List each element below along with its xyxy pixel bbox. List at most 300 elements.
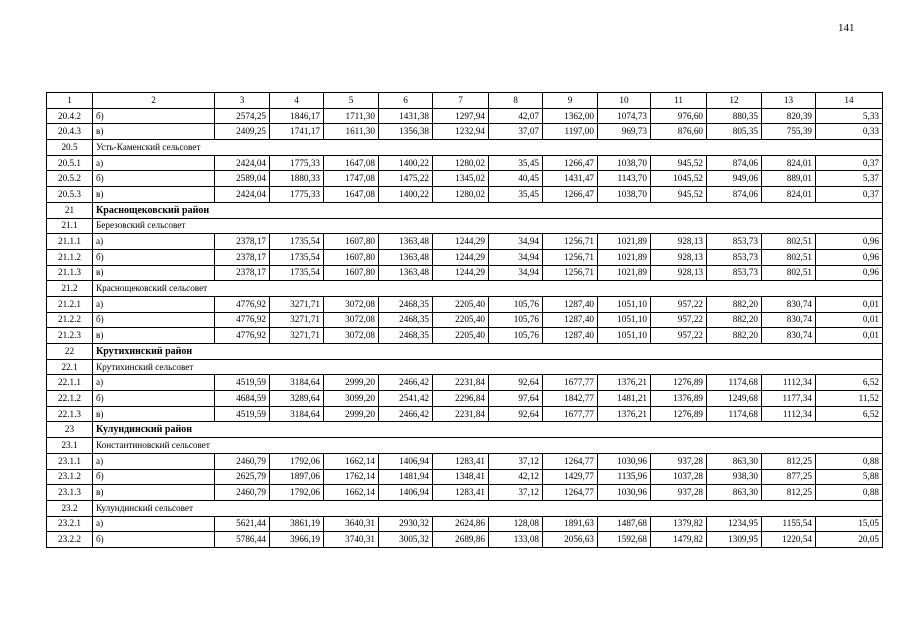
table-cell: 37,07 <box>489 124 543 140</box>
table-cell: 4684,59 <box>215 391 270 407</box>
table-cell: 1880,33 <box>270 171 324 187</box>
table-row <box>47 187 883 203</box>
table-cell: 2056,63 <box>543 532 598 548</box>
table-cell: 853,73 <box>707 234 762 250</box>
table-cell: 1481,94 <box>379 469 433 485</box>
table-cell: 882,20 <box>707 312 762 328</box>
table-cell: 1287,40 <box>543 328 598 344</box>
table-cell: 4776,92 <box>215 312 270 328</box>
table-cell: 2999,20 <box>324 375 379 391</box>
table-cell: 812,25 <box>762 453 816 469</box>
table-cell: 889,01 <box>762 171 816 187</box>
table-cell: 1174,68 <box>707 375 762 391</box>
table-cell: 938,30 <box>707 469 762 485</box>
row-item: б) <box>93 532 215 548</box>
table-cell: 34,94 <box>489 249 543 265</box>
table-cell: 3966,19 <box>270 532 324 548</box>
table-cell: 2296,84 <box>433 391 489 407</box>
table-cell: 1607,80 <box>324 265 379 281</box>
section-row <box>47 438 883 454</box>
table-cell: 824,01 <box>762 187 816 203</box>
table-cell: 874,06 <box>707 187 762 203</box>
district-row <box>47 202 883 218</box>
table-cell: 1287,40 <box>543 296 598 312</box>
district-name: Кулундинский район <box>93 422 883 438</box>
table-cell: 928,13 <box>651 249 707 265</box>
table-cell: 824,01 <box>762 155 816 171</box>
table-cell: 2999,20 <box>324 406 379 422</box>
table-cell: 812,25 <box>762 485 816 501</box>
column-header: 5 <box>324 93 379 109</box>
table-cell: 1051,10 <box>598 328 651 344</box>
table-cell: 2468,35 <box>379 296 433 312</box>
table-cell: 2589,04 <box>215 171 270 187</box>
table-cell: 755,39 <box>762 124 816 140</box>
row-item: а) <box>93 375 215 391</box>
table-cell: 1406,94 <box>379 453 433 469</box>
row-code: 20.4.3 <box>47 124 93 140</box>
table-cell: 1735,54 <box>270 234 324 250</box>
row-item: а) <box>93 234 215 250</box>
table-cell: 1846,17 <box>270 108 324 124</box>
table-cell: 133,08 <box>489 532 543 548</box>
table-cell: 37,12 <box>489 453 543 469</box>
table-cell: 1431,38 <box>379 108 433 124</box>
table-cell: 876,60 <box>651 124 707 140</box>
table-cell: 1406,94 <box>379 485 433 501</box>
table-cell: 945,52 <box>651 187 707 203</box>
table-cell: 5,37 <box>816 171 883 187</box>
table-cell: 97,64 <box>489 391 543 407</box>
table-cell: 1363,48 <box>379 265 433 281</box>
row-item: в) <box>93 124 215 140</box>
section-name: Усть-Каменский сельсовет <box>93 140 883 156</box>
column-header: 2 <box>93 93 215 109</box>
table-cell: 2424,04 <box>215 155 270 171</box>
row-item: в) <box>93 187 215 203</box>
table-cell: 1177,34 <box>762 391 816 407</box>
table-cell: 0,37 <box>816 155 883 171</box>
table-cell: 0,96 <box>816 249 883 265</box>
table-cell: 1775,33 <box>270 155 324 171</box>
table-cell: 3184,64 <box>270 375 324 391</box>
table-cell: 1747,08 <box>324 171 379 187</box>
table-cell: 2231,84 <box>433 406 489 422</box>
table-cell: 1348,41 <box>433 469 489 485</box>
table-cell: 105,76 <box>489 328 543 344</box>
table-cell: 15,05 <box>816 516 883 532</box>
row-code: 20.5 <box>47 140 93 156</box>
table-cell: 42,12 <box>489 469 543 485</box>
table-cell: 1647,08 <box>324 155 379 171</box>
row-item: б) <box>93 391 215 407</box>
table-cell: 1711,30 <box>324 108 379 124</box>
row-code: 22 <box>47 344 93 360</box>
table-cell: 969,73 <box>598 124 651 140</box>
table-cell: 882,20 <box>707 296 762 312</box>
table-cell: 1647,08 <box>324 187 379 203</box>
column-header: 7 <box>433 93 489 109</box>
table-cell: 0,88 <box>816 453 883 469</box>
table-cell: 0,88 <box>816 485 883 501</box>
table-cell: 1234,95 <box>707 516 762 532</box>
table-cell: 1481,21 <box>598 391 651 407</box>
table-cell: 92,64 <box>489 375 543 391</box>
row-code: 23.1.3 <box>47 485 93 501</box>
row-item: в) <box>93 485 215 501</box>
table-cell: 3271,71 <box>270 312 324 328</box>
table-cell: 1276,89 <box>651 375 707 391</box>
table-cell: 1280,02 <box>433 187 489 203</box>
table-cell: 0,96 <box>816 265 883 281</box>
table-cell: 34,94 <box>489 234 543 250</box>
section-name: Краснощековский сельсовет <box>93 281 883 297</box>
section-row <box>47 140 883 156</box>
row-code: 21 <box>47 202 93 218</box>
table-cell: 1021,89 <box>598 265 651 281</box>
row-code: 22.1.3 <box>47 406 93 422</box>
table-cell: 2574,25 <box>215 108 270 124</box>
table-cell: 802,51 <box>762 265 816 281</box>
row-item: а) <box>93 155 215 171</box>
table-cell: 2625,79 <box>215 469 270 485</box>
table-cell: 1775,33 <box>270 187 324 203</box>
table-cell: 6,52 <box>816 406 883 422</box>
table-cell: 1143,70 <box>598 171 651 187</box>
table-cell: 40,45 <box>489 171 543 187</box>
table-cell: 874,06 <box>707 155 762 171</box>
row-code: 21.1.3 <box>47 265 93 281</box>
table-cell: 2460,79 <box>215 485 270 501</box>
table-cell: 5621,44 <box>215 516 270 532</box>
table-cell: 105,76 <box>489 296 543 312</box>
table-cell: 0,01 <box>816 312 883 328</box>
section-row <box>47 500 883 516</box>
table-cell: 830,74 <box>762 328 816 344</box>
district-row <box>47 422 883 438</box>
table-cell: 1244,29 <box>433 249 489 265</box>
row-code: 20.5.3 <box>47 187 93 203</box>
table-cell: 1287,40 <box>543 312 598 328</box>
table-cell: 1611,30 <box>324 124 379 140</box>
column-header: 13 <box>762 93 816 109</box>
table-row <box>47 375 883 391</box>
row-code: 21.1 <box>47 218 93 234</box>
table-cell: 2624,86 <box>433 516 489 532</box>
table-row <box>47 171 883 187</box>
section-row <box>47 218 883 234</box>
table-cell: 1897,06 <box>270 469 324 485</box>
table-cell: 0,37 <box>816 187 883 203</box>
table-cell: 3072,08 <box>324 296 379 312</box>
table-cell: 1792,06 <box>270 453 324 469</box>
table-cell: 1074,73 <box>598 108 651 124</box>
table-cell: 1266,47 <box>543 155 598 171</box>
table-cell: 2930,32 <box>379 516 433 532</box>
table-cell: 1112,34 <box>762 406 816 422</box>
table-cell: 4519,59 <box>215 406 270 422</box>
header-row <box>47 93 883 109</box>
table-cell: 42,07 <box>489 108 543 124</box>
row-code: 21.2.1 <box>47 296 93 312</box>
table-row <box>47 406 883 422</box>
table-cell: 1197,00 <box>543 124 598 140</box>
table-cell: 4776,92 <box>215 296 270 312</box>
table-row <box>47 328 883 344</box>
row-item: а) <box>93 516 215 532</box>
table-cell: 3271,71 <box>270 296 324 312</box>
table-cell: 853,73 <box>707 249 762 265</box>
row-code: 23.2 <box>47 500 93 516</box>
table-cell: 1256,71 <box>543 249 598 265</box>
table-cell: 1792,06 <box>270 485 324 501</box>
table-cell: 1607,80 <box>324 234 379 250</box>
table-cell: 2466,42 <box>379 406 433 422</box>
column-header: 3 <box>215 93 270 109</box>
table-cell: 1155,54 <box>762 516 816 532</box>
table-cell: 3184,64 <box>270 406 324 422</box>
section-name: Константиновский сельсовет <box>93 438 883 454</box>
table-cell: 928,13 <box>651 265 707 281</box>
table-cell: 1363,48 <box>379 234 433 250</box>
table-cell: 1607,80 <box>324 249 379 265</box>
column-header: 9 <box>543 93 598 109</box>
row-item: б) <box>93 312 215 328</box>
column-header: 12 <box>707 93 762 109</box>
table-cell: 1280,02 <box>433 155 489 171</box>
row-item: в) <box>93 265 215 281</box>
row-item: в) <box>93 328 215 344</box>
table-cell: 1429,77 <box>543 469 598 485</box>
column-header: 8 <box>489 93 543 109</box>
table-cell: 4519,59 <box>215 375 270 391</box>
table-cell: 1475,22 <box>379 171 433 187</box>
table-cell: 1283,41 <box>433 485 489 501</box>
table-cell: 2424,04 <box>215 187 270 203</box>
table-cell: 1592,68 <box>598 532 651 548</box>
row-item: б) <box>93 108 215 124</box>
table-cell: 1376,21 <box>598 406 651 422</box>
table-cell: 1891,63 <box>543 516 598 532</box>
row-item: б) <box>93 469 215 485</box>
table-cell: 880,35 <box>707 108 762 124</box>
table-cell: 1021,89 <box>598 234 651 250</box>
row-code: 22.1.2 <box>47 391 93 407</box>
row-code: 23.1 <box>47 438 93 454</box>
table-cell: 2460,79 <box>215 453 270 469</box>
table-cell: 1051,10 <box>598 296 651 312</box>
table-cell: 11,52 <box>816 391 883 407</box>
table-cell: 105,76 <box>489 312 543 328</box>
table-cell: 863,30 <box>707 453 762 469</box>
table-cell: 928,13 <box>651 234 707 250</box>
table-cell: 1174,68 <box>707 406 762 422</box>
table-row <box>47 265 883 281</box>
table-cell: 1266,47 <box>543 187 598 203</box>
row-code: 21.1.2 <box>47 249 93 265</box>
table-cell: 3005,32 <box>379 532 433 548</box>
table-cell: 2205,40 <box>433 312 489 328</box>
table-row <box>47 485 883 501</box>
table-cell: 2689,86 <box>433 532 489 548</box>
table-row <box>47 453 883 469</box>
table-cell: 1376,89 <box>651 391 707 407</box>
column-header: 4 <box>270 93 324 109</box>
table-cell: 0,01 <box>816 328 883 344</box>
table-cell: 1479,82 <box>651 532 707 548</box>
table-cell: 3640,31 <box>324 516 379 532</box>
table-cell: 1135,96 <box>598 469 651 485</box>
table-cell: 802,51 <box>762 249 816 265</box>
table-cell: 5,88 <box>816 469 883 485</box>
table-cell: 877,25 <box>762 469 816 485</box>
table-cell: 3271,71 <box>270 328 324 344</box>
table-cell: 1220,54 <box>762 532 816 548</box>
table-cell: 1244,29 <box>433 234 489 250</box>
table-cell: 863,30 <box>707 485 762 501</box>
table-cell: 35,45 <box>489 155 543 171</box>
table-cell: 2468,35 <box>379 312 433 328</box>
table-cell: 1038,70 <box>598 155 651 171</box>
table-cell: 1045,52 <box>651 171 707 187</box>
table-cell: 3861,19 <box>270 516 324 532</box>
table-cell: 0,01 <box>816 296 883 312</box>
table-cell: 1256,71 <box>543 234 598 250</box>
table-cell: 1362,00 <box>543 108 598 124</box>
table-cell: 0,33 <box>816 124 883 140</box>
table-cell: 805,35 <box>707 124 762 140</box>
row-code: 23.2.2 <box>47 532 93 548</box>
table-cell: 1297,94 <box>433 108 489 124</box>
district-name: Крутихинский район <box>93 344 883 360</box>
table-cell: 6,52 <box>816 375 883 391</box>
table-cell: 2205,40 <box>433 328 489 344</box>
row-code: 23.1.2 <box>47 469 93 485</box>
column-header: 10 <box>598 93 651 109</box>
section-name: Крутихинский сельсовет <box>93 359 883 375</box>
row-code: 21.1.1 <box>47 234 93 250</box>
row-item: а) <box>93 453 215 469</box>
table-cell: 2205,40 <box>433 296 489 312</box>
table-cell: 2409,25 <box>215 124 270 140</box>
table-cell: 1735,54 <box>270 249 324 265</box>
table-cell: 1762,14 <box>324 469 379 485</box>
section-row <box>47 359 883 375</box>
table-cell: 1244,29 <box>433 265 489 281</box>
table-cell: 3099,20 <box>324 391 379 407</box>
table-cell: 2541,42 <box>379 391 433 407</box>
section-name: Березовский сельсовет <box>93 218 883 234</box>
table-row <box>47 249 883 265</box>
row-item: б) <box>93 171 215 187</box>
table-cell: 853,73 <box>707 265 762 281</box>
table-cell: 802,51 <box>762 234 816 250</box>
table-cell: 1431,47 <box>543 171 598 187</box>
row-code: 23 <box>47 422 93 438</box>
table-cell: 3072,08 <box>324 328 379 344</box>
table-cell: 2378,17 <box>215 265 270 281</box>
row-code: 20.5.2 <box>47 171 93 187</box>
table-row <box>47 155 883 171</box>
table-cell: 1264,77 <box>543 453 598 469</box>
row-item: в) <box>93 406 215 422</box>
table-cell: 1677,77 <box>543 375 598 391</box>
row-code: 22.1.1 <box>47 375 93 391</box>
table-cell: 4776,92 <box>215 328 270 344</box>
table-cell: 1256,71 <box>543 265 598 281</box>
table-row <box>47 469 883 485</box>
table-cell: 1249,68 <box>707 391 762 407</box>
table-cell: 5,33 <box>816 108 883 124</box>
table-cell: 2378,17 <box>215 234 270 250</box>
table-cell: 830,74 <box>762 312 816 328</box>
table-cell: 1376,21 <box>598 375 651 391</box>
row-item: б) <box>93 249 215 265</box>
table-cell: 1232,94 <box>433 124 489 140</box>
table-cell: 1283,41 <box>433 453 489 469</box>
table-cell: 957,22 <box>651 328 707 344</box>
table-row <box>47 296 883 312</box>
table-cell: 1276,89 <box>651 406 707 422</box>
table-cell: 1345,02 <box>433 171 489 187</box>
table-cell: 882,20 <box>707 328 762 344</box>
table-cell: 1363,48 <box>379 249 433 265</box>
table-cell: 1662,14 <box>324 485 379 501</box>
row-code: 20.4.2 <box>47 108 93 124</box>
row-code: 21.2.3 <box>47 328 93 344</box>
table-cell: 20,05 <box>816 532 883 548</box>
table-cell: 1112,34 <box>762 375 816 391</box>
table-cell: 945,52 <box>651 155 707 171</box>
page-number: 141 <box>838 22 855 34</box>
table-cell: 937,28 <box>651 485 707 501</box>
table-cell: 976,60 <box>651 108 707 124</box>
section-row <box>47 281 883 297</box>
table-cell: 957,22 <box>651 296 707 312</box>
table-cell: 1487,68 <box>598 516 651 532</box>
table-row <box>47 124 883 140</box>
row-code: 20.5.1 <box>47 155 93 171</box>
table-cell: 128,08 <box>489 516 543 532</box>
table-cell: 1379,82 <box>651 516 707 532</box>
table-row <box>47 234 883 250</box>
row-code: 23.2.1 <box>47 516 93 532</box>
table-row <box>47 516 883 532</box>
table-row <box>47 391 883 407</box>
table-row <box>47 312 883 328</box>
table-cell: 1356,38 <box>379 124 433 140</box>
table-cell: 1030,96 <box>598 453 651 469</box>
column-header: 6 <box>379 93 433 109</box>
table-cell: 35,45 <box>489 187 543 203</box>
row-item: а) <box>93 296 215 312</box>
table-cell: 92,64 <box>489 406 543 422</box>
table-cell: 5786,44 <box>215 532 270 548</box>
table-cell: 1741,17 <box>270 124 324 140</box>
table-cell: 2378,17 <box>215 249 270 265</box>
table-cell: 830,74 <box>762 296 816 312</box>
table-cell: 1400,22 <box>379 155 433 171</box>
table-cell: 937,28 <box>651 453 707 469</box>
district-row <box>47 344 883 360</box>
table-cell: 2231,84 <box>433 375 489 391</box>
table-cell: 1842,77 <box>543 391 598 407</box>
column-header: 14 <box>816 93 883 109</box>
table-cell: 820,39 <box>762 108 816 124</box>
table-cell: 1037,28 <box>651 469 707 485</box>
table-cell: 1662,14 <box>324 453 379 469</box>
table-cell: 1309,95 <box>707 532 762 548</box>
